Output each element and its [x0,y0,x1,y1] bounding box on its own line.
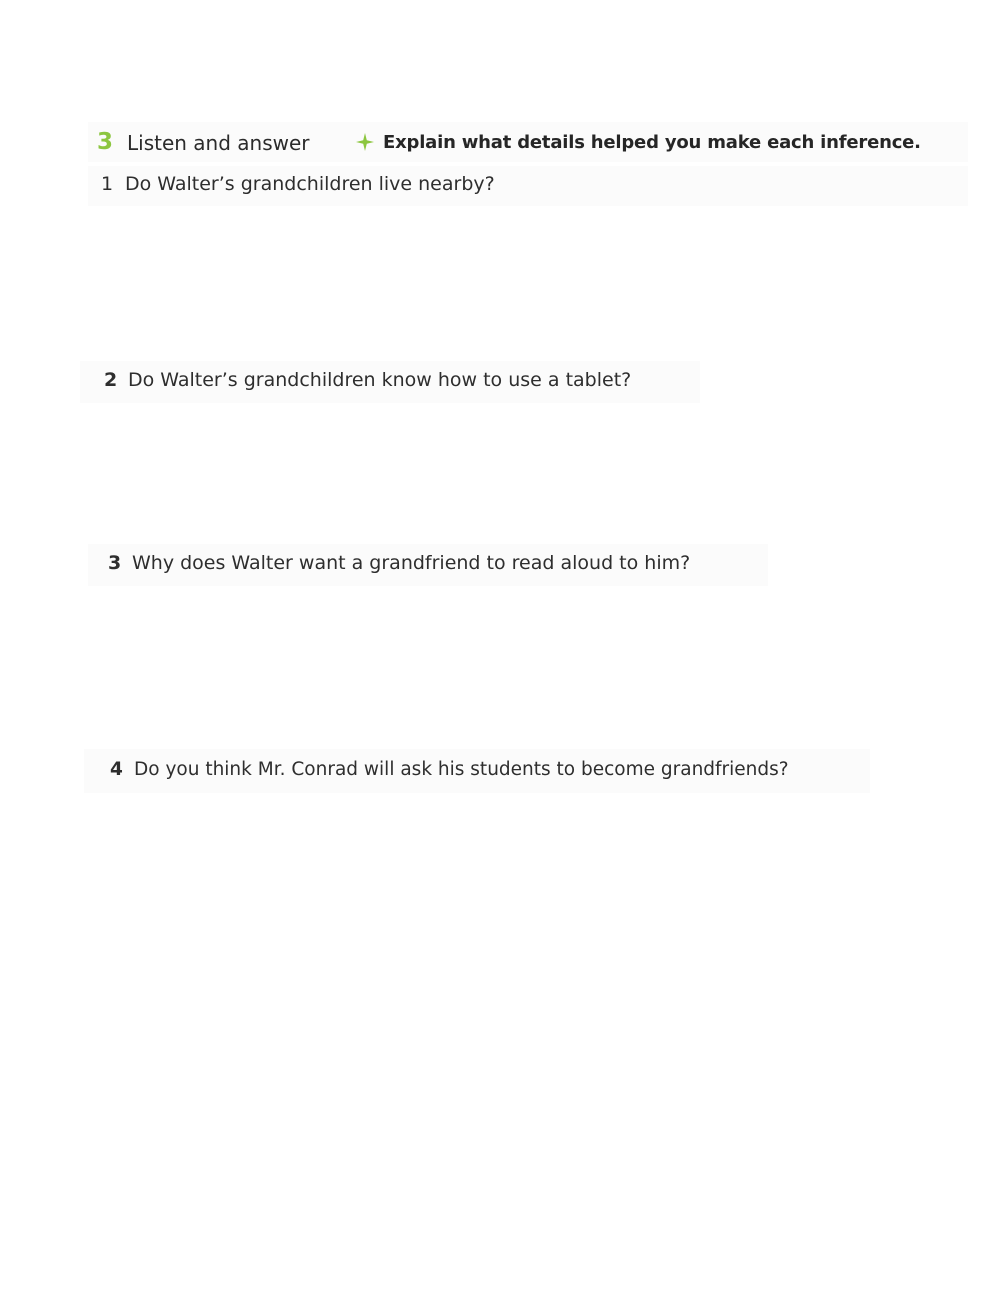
question-number: 2 [104,369,118,391]
question-text: Why does Walter want a grandfriend to read aloud to him? [132,552,691,574]
question-4 [110,756,789,784]
question-text: Do Walter’s grandchildren live nearby? [125,173,495,195]
question-text: Do you think Mr. Conrad will ask his students to become grandfriends? [134,759,789,780]
question-1 [101,170,495,198]
question-text: Do Walter’s grandchildren know how to use a tablet? [128,369,632,391]
exercise-number: 3 [97,129,114,155]
question-number: 3 [108,552,122,574]
question-number: 1 [101,173,114,195]
exercise-title: Listen and answer [127,131,310,155]
sparkle-icon [355,132,375,152]
question-2 [104,366,631,394]
question-3 [108,549,690,577]
instruction-text: Explain what details helped you make each inference. [383,131,921,153]
instruction [355,127,921,157]
question-number: 4 [110,759,123,780]
